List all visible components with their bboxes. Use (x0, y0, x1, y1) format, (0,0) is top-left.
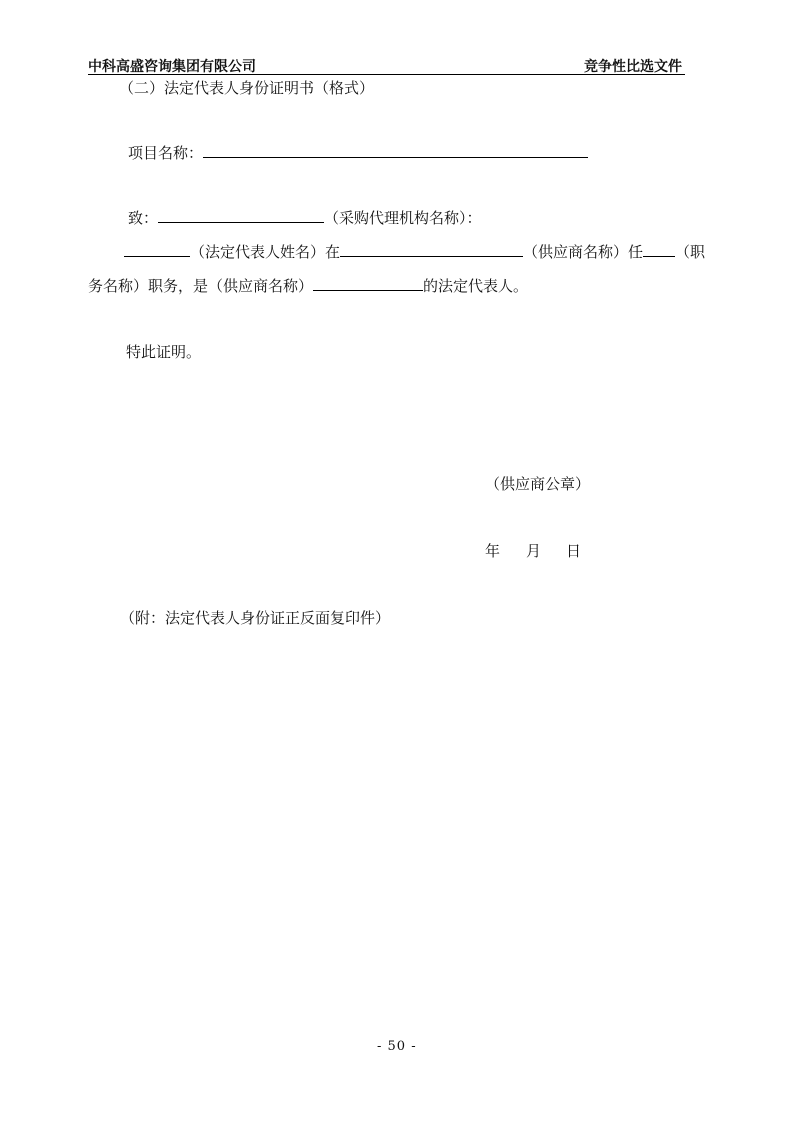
supplier-name-blank-2 (313, 276, 423, 291)
rep-name-blank (124, 242, 190, 257)
body-line-1 (124, 242, 705, 262)
header-rule (88, 74, 685, 75)
body-line-2-part1: 务名称）职务，是（供应商名称） (88, 277, 314, 295)
supplier-seal-label: （供应商公章） (485, 475, 591, 493)
project-name-blank (203, 143, 588, 158)
supplier-name-blank (340, 242, 523, 257)
body-line-2 (88, 276, 528, 296)
section-title: （二）法定代表人身份证明书（格式） (119, 79, 375, 97)
recipient-label: 致： (128, 209, 159, 227)
header-doc-type: 竞争性比选文件 (584, 59, 682, 75)
body-line-2-part2: 的法定代表人。 (423, 277, 529, 295)
body-line-1-part3: （职 (675, 243, 706, 261)
date-day: 日 (566, 542, 582, 560)
body-line-1-part2: （供应商名称）任 (523, 243, 644, 261)
body-line-1-part1: （法定代表人姓名）在 (190, 243, 341, 261)
page-number: - 50 - (377, 1039, 417, 1054)
attachment-note: （附：法定代表人身份证正反面复印件） (120, 609, 391, 627)
certify-text: 特此证明。 (126, 343, 202, 361)
project-name-label: 项目名称： (128, 144, 204, 162)
date-year: 年 (485, 542, 501, 560)
agency-name-blank (158, 208, 324, 223)
project-name-line (128, 143, 588, 163)
recipient-line (128, 208, 482, 228)
date-month: 月 (526, 542, 542, 560)
header-company: 中科高盛咨询集团有限公司 (88, 59, 256, 75)
recipient-suffix: （采购代理机构名称）： (324, 209, 482, 227)
position-blank (643, 242, 675, 257)
